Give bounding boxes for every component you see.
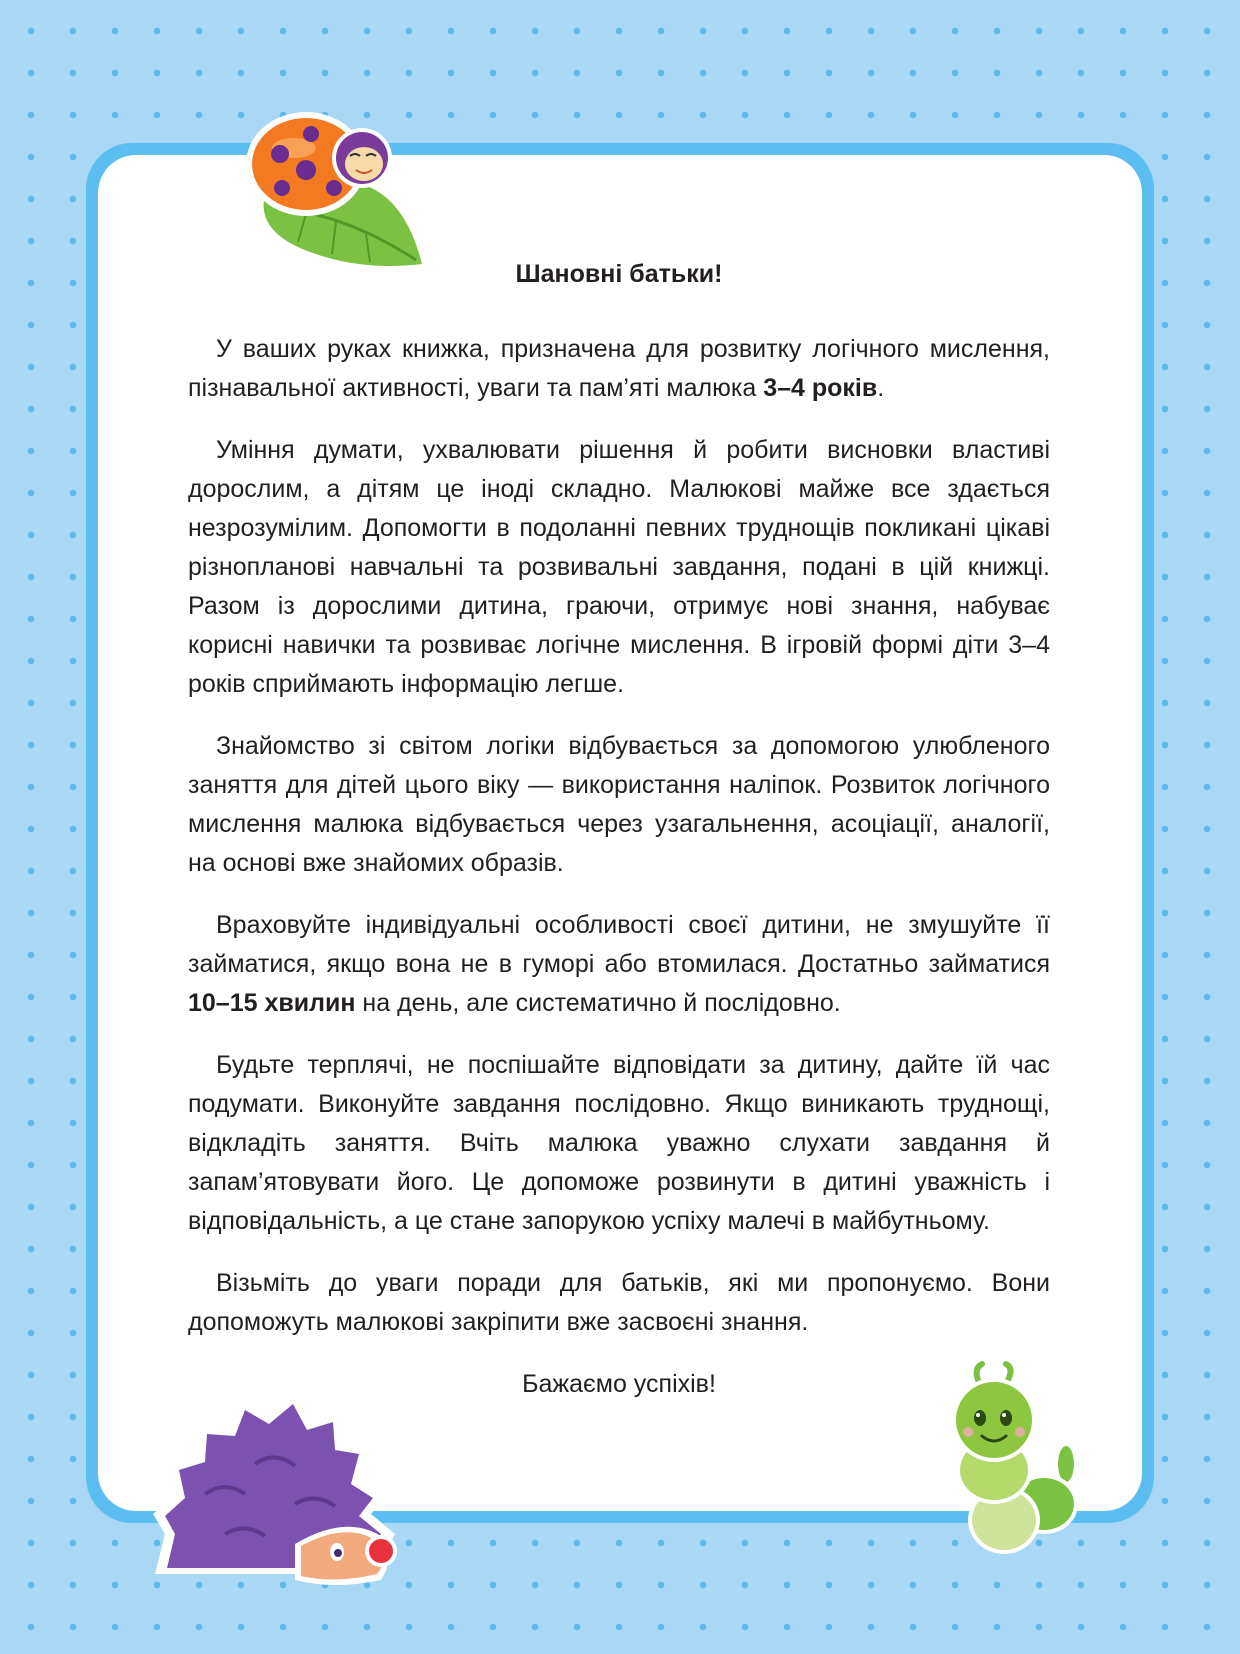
paragraph-advice: Візьміть до уваги поради для батьків, які ми пропонуємо. Вони допоможуть малюкові закріпити вже засвоєні знання. <box>188 1269 1050 1336</box>
closing-wish: Бажаємо успіхів! <box>522 1370 716 1398</box>
paragraph-duration-end: на день, але систематично й послідовно. <box>355 989 841 1017</box>
paragraph-duration <box>188 906 1050 1023</box>
hedgehog-illustration <box>145 1384 415 1594</box>
letter-content <box>188 255 1050 1404</box>
age-highlight: 3–4 років <box>763 374 878 402</box>
paragraph-patience: Будьте терплячі, не поспішайте відповідати за дитину, дайте їй час подумати. Виконуйте завдання послідовно. Якщо виникають труднощі, відкладіть заняття. Вчіть малюка уважно слухати завдання й запам’ятовувати його. Це допоможе розвинути в дитині уважність і відповідальність, а це стане запорукою успіху малечі в майбутньому. <box>188 1051 1050 1235</box>
paragraph-intro-text: У ваших руках книжка, призначена для розвитку логічного мислення, пізнавальної активності, уваги та пам’яті малюка <box>188 335 1050 402</box>
paragraph-thinking: Уміння думати, ухвалювати рішення й робити висновки властиві дорослим, а дітям це іноді складно. Малюкові майже все здається незрозумілим. Допомогти в подоланні певних труднощів покликані цікаві різнопланові навчальні та розвивальні завдання, подані в цій книжці. Разом із дорослими дитина, граючи, отримує нові знання, набуває корисні навички та розвиває логічне мислення. В ігровій формі діти 3–4 років сприймають інформацію легше. <box>188 436 1050 698</box>
paragraph-intro <box>188 330 1050 408</box>
duration-highlight: 10–15 хвилин <box>188 989 356 1017</box>
paragraph-stickers: Знайомство зі світом логіки відбувається за допомогою улюбленого заняття для дітей цього віку — використання наліпок. Розвиток логічного мислення малюка відбувається через узагальнення, асоціації, аналогії, на основі вже знайомих образів. <box>188 732 1050 877</box>
paragraph-intro-end: . <box>877 374 885 402</box>
paragraph-duration-text: Враховуйте індивідуальні особливості своєї дитини, не змушуйте її займатися, якщо вона не в гуморі або втомилася. Достатньо займатися <box>188 911 1050 978</box>
letter-title: Шановні батьки! <box>515 260 723 288</box>
